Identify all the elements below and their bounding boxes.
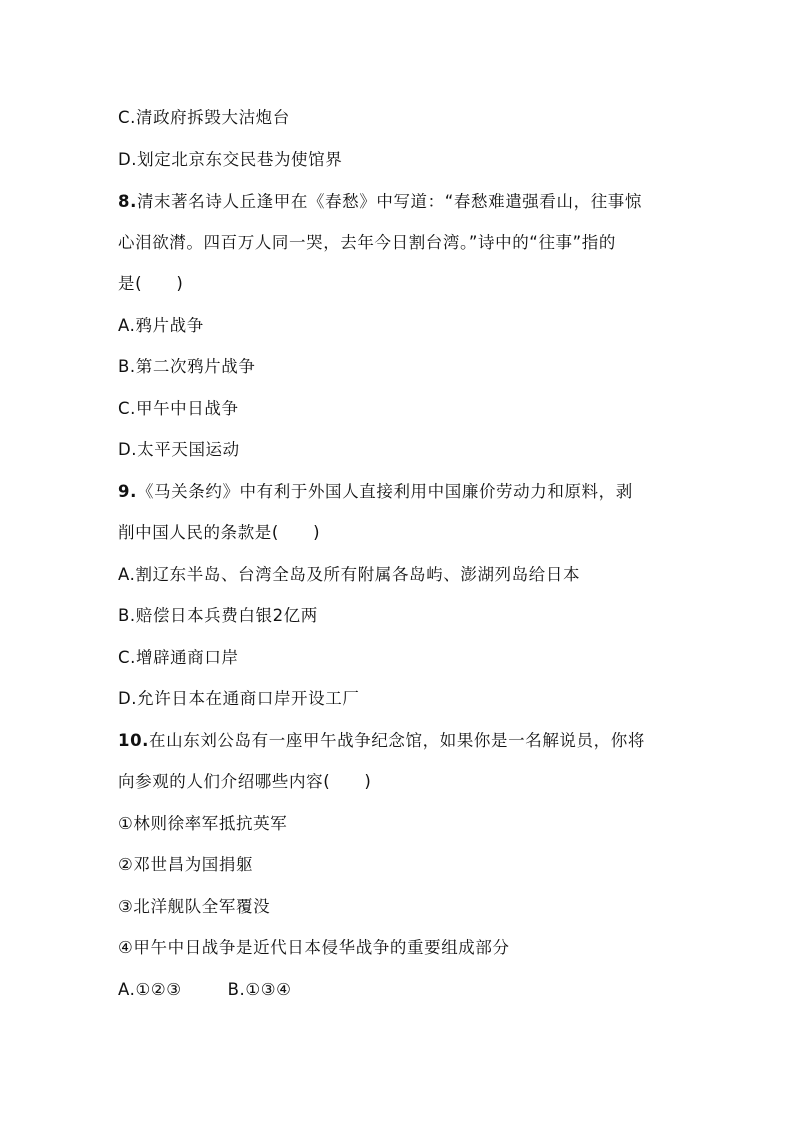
q10-option-a: A.①②③ <box>118 980 182 999</box>
q10-option-b: B.①③④ <box>227 980 292 999</box>
q8-stem-line1 <box>118 190 688 214</box>
q8-option-c: C.甲午中日战争 <box>118 399 239 418</box>
q10-item-4: ④甲午中日战争是近代日本侵华战争的重要组成部分 <box>118 938 510 957</box>
q10-item-2: ②邓世昌为国捐躯 <box>118 855 254 874</box>
q9-stem-line2: 削中国人民的条款是( ) <box>118 523 321 542</box>
q10-stem-line2: 向参观的人们介绍哪些内容( ) <box>118 772 372 791</box>
q8-stem-line2: 心泪欲潸。四百万人同一哭，去年今日割台湾。”诗中的“往事”指的 <box>118 233 616 252</box>
q10-item-3: ③北洋舰队全军覆没 <box>118 897 271 916</box>
q8-option-a: A.鸦片战争 <box>118 316 204 335</box>
q8-number: 8. <box>118 192 137 211</box>
q9-option-c: C.增辟通商口岸 <box>118 648 239 667</box>
q7-option-c: C.清政府拆毁大沽炮台 <box>118 108 290 127</box>
q9-option-a: A.割辽东半岛、台湾全岛及所有附属各岛屿、澎湖列岛给日本 <box>118 565 581 584</box>
q8-option-b: B.第二次鸦片战争 <box>118 357 256 376</box>
q9-stem-text1: 《马关条约》中有利于外国人直接利用中国廉价劳动力和原料，剥 <box>136 482 633 501</box>
q9-option-d: D.允许日本在通商口岸开设工厂 <box>118 689 360 708</box>
q9-stem-line1 <box>118 480 688 504</box>
q10-number: 10. <box>118 731 150 750</box>
q8-option-d: D.太平天国运动 <box>118 440 240 459</box>
q10-options-row <box>118 978 688 1002</box>
q10-stem-text1: 在山东刘公岛有一座甲午战争纪念馆，如果你是一名解说员，你将 <box>149 731 645 750</box>
q9-number: 9. <box>118 482 137 501</box>
q10-item-1: ①林则徐率军抵抗英军 <box>118 814 288 833</box>
q9-option-b: B.赔偿日本兵费白银2亿两 <box>118 606 318 625</box>
q8-stem-text1: 清末著名诗人丘逢甲在《春愁》中写道：“春愁难遣强看山，往事惊 <box>136 192 643 211</box>
q7-option-d: D.划定北京东交民巷为使馆界 <box>118 150 343 169</box>
q8-stem-line3: 是( ) <box>118 274 184 293</box>
q10-stem-line1 <box>118 729 688 753</box>
